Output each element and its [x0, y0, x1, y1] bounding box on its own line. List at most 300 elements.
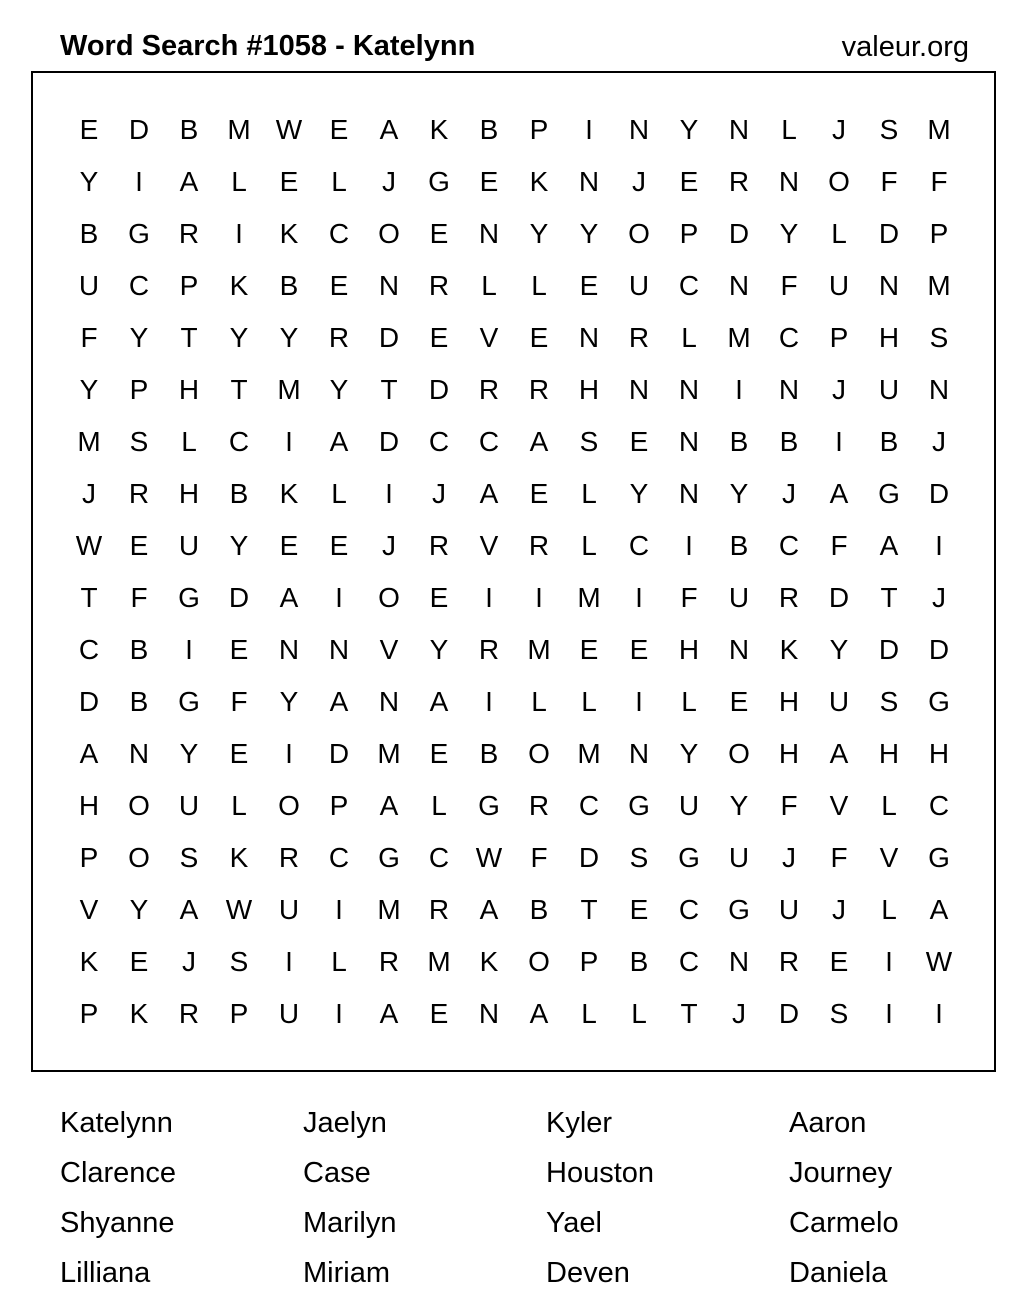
grid-cell[interactable]: C [928, 790, 950, 821]
grid-cell[interactable]: A [429, 686, 449, 717]
grid-cell[interactable]: T [680, 998, 698, 1029]
grid-cell[interactable]: V [79, 894, 99, 925]
grid-cell[interactable]: N [128, 738, 150, 769]
grid-cell[interactable]: R [178, 998, 200, 1029]
grid-cell[interactable]: I [885, 946, 893, 977]
grid-cell[interactable]: L [331, 166, 347, 197]
grid-cell[interactable]: J [782, 842, 796, 873]
grid-cell[interactable]: K [79, 946, 99, 977]
grid-cell[interactable]: Y [179, 738, 199, 769]
grid-cell[interactable]: N [928, 374, 950, 405]
grid-cell[interactable]: N [728, 270, 750, 301]
grid-cell[interactable]: T [580, 894, 598, 925]
grid-cell[interactable]: A [479, 478, 499, 509]
grid-cell[interactable]: F [130, 582, 148, 613]
grid-cell[interactable]: U [878, 374, 900, 405]
grid-cell[interactable]: N [628, 738, 650, 769]
grid-cell[interactable]: L [881, 790, 897, 821]
grid-cell[interactable]: N [678, 374, 700, 405]
grid-cell[interactable]: N [578, 166, 600, 197]
grid-cell[interactable]: E [79, 114, 99, 145]
grid-cell[interactable]: D [428, 374, 450, 405]
grid-cell[interactable]: B [629, 946, 649, 977]
grid-cell[interactable]: E [129, 530, 149, 561]
grid-cell[interactable]: W [75, 530, 103, 561]
grid-cell[interactable]: C [778, 530, 800, 561]
grid-cell[interactable]: H [178, 374, 200, 405]
grid-cell[interactable]: Y [679, 114, 699, 145]
grid-cell[interactable]: O [378, 218, 400, 249]
grid-cell[interactable]: A [829, 738, 849, 769]
grid-cell[interactable]: K [279, 478, 299, 509]
grid-cell[interactable]: I [535, 582, 543, 613]
grid-cell[interactable]: U [178, 530, 200, 561]
grid-cell[interactable]: D [128, 114, 150, 145]
grid-cell[interactable]: S [579, 426, 599, 457]
grid-cell[interactable]: G [178, 686, 200, 717]
grid-cell[interactable]: G [378, 842, 400, 873]
letter-grid[interactable] [64, 104, 964, 1040]
grid-cell[interactable]: W [275, 114, 303, 145]
grid-cell[interactable]: L [331, 478, 347, 509]
grid-cell[interactable]: L [831, 218, 847, 249]
grid-cell[interactable]: G [928, 686, 950, 717]
grid-cell[interactable]: J [182, 946, 196, 977]
grid-cell[interactable]: N [628, 114, 650, 145]
grid-cell[interactable]: B [279, 270, 299, 301]
grid-cell[interactable]: N [728, 634, 750, 665]
grid-cell[interactable]: E [629, 634, 649, 665]
grid-cell[interactable]: K [279, 218, 299, 249]
grid-cell[interactable]: P [929, 218, 949, 249]
grid-cell[interactable]: C [578, 790, 600, 821]
grid-cell[interactable]: C [678, 894, 700, 925]
grid-cell[interactable]: M [727, 322, 751, 353]
grid-cell[interactable]: I [285, 738, 293, 769]
grid-cell[interactable]: L [231, 790, 247, 821]
grid-cell[interactable]: U [728, 582, 750, 613]
grid-cell[interactable]: C [428, 842, 450, 873]
grid-cell[interactable]: L [431, 790, 447, 821]
grid-cell[interactable]: E [429, 322, 449, 353]
grid-cell[interactable]: E [629, 426, 649, 457]
grid-cell[interactable]: K [479, 946, 499, 977]
grid-cell[interactable]: U [178, 790, 200, 821]
grid-cell[interactable]: I [735, 374, 743, 405]
grid-cell[interactable]: N [278, 634, 300, 665]
grid-cell[interactable]: B [729, 426, 749, 457]
grid-cell[interactable]: N [478, 218, 500, 249]
grid-cell[interactable]: L [631, 998, 647, 1029]
grid-cell[interactable]: L [781, 114, 797, 145]
grid-cell[interactable]: I [635, 686, 643, 717]
grid-cell[interactable]: A [529, 998, 549, 1029]
grid-cell[interactable]: E [279, 530, 299, 561]
grid-cell[interactable]: S [229, 946, 249, 977]
grid-cell[interactable]: O [628, 218, 650, 249]
grid-cell[interactable]: G [878, 478, 900, 509]
grid-cell[interactable]: V [879, 842, 899, 873]
grid-cell[interactable]: J [832, 374, 846, 405]
grid-cell[interactable]: F [530, 842, 548, 873]
grid-cell[interactable]: B [729, 530, 749, 561]
grid-cell[interactable]: D [728, 218, 750, 249]
grid-cell[interactable]: P [829, 322, 849, 353]
grid-cell[interactable]: O [528, 946, 550, 977]
grid-cell[interactable]: E [679, 166, 699, 197]
grid-cell[interactable]: K [779, 634, 799, 665]
grid-cell[interactable]: F [780, 270, 798, 301]
grid-cell[interactable]: P [329, 790, 349, 821]
grid-cell[interactable]: Y [279, 322, 299, 353]
grid-cell[interactable]: C [78, 634, 100, 665]
grid-cell[interactable]: M [527, 634, 551, 665]
grid-cell[interactable]: D [878, 634, 900, 665]
grid-cell[interactable]: N [678, 426, 700, 457]
grid-cell[interactable]: U [778, 894, 800, 925]
grid-cell[interactable]: M [577, 738, 601, 769]
grid-cell[interactable]: U [278, 894, 300, 925]
grid-cell[interactable]: E [129, 946, 149, 977]
grid-cell[interactable]: Y [129, 894, 149, 925]
grid-cell[interactable]: H [678, 634, 700, 665]
grid-cell[interactable]: Y [329, 374, 349, 405]
grid-cell[interactable]: R [428, 530, 450, 561]
grid-cell[interactable]: D [878, 218, 900, 249]
grid-cell[interactable]: O [128, 790, 150, 821]
grid-cell[interactable]: S [879, 114, 899, 145]
grid-cell[interactable]: R [428, 894, 450, 925]
grid-cell[interactable]: Y [579, 218, 599, 249]
grid-cell[interactable]: R [528, 530, 550, 561]
grid-cell[interactable]: I [185, 634, 193, 665]
grid-cell[interactable]: F [80, 322, 98, 353]
grid-cell[interactable]: I [235, 218, 243, 249]
grid-cell[interactable]: E [429, 998, 449, 1029]
grid-cell[interactable]: H [578, 374, 600, 405]
grid-cell[interactable]: E [829, 946, 849, 977]
grid-cell[interactable]: K [129, 998, 149, 1029]
grid-cell[interactable]: F [880, 166, 898, 197]
grid-cell[interactable]: N [378, 686, 400, 717]
grid-cell[interactable]: H [178, 478, 200, 509]
grid-cell[interactable]: A [179, 894, 199, 925]
grid-cell[interactable]: I [335, 582, 343, 613]
grid-cell[interactable]: P [679, 218, 699, 249]
grid-cell[interactable]: V [479, 530, 499, 561]
grid-cell[interactable]: T [380, 374, 398, 405]
grid-cell[interactable]: R [628, 322, 650, 353]
grid-cell[interactable]: F [930, 166, 948, 197]
grid-cell[interactable]: R [178, 218, 200, 249]
grid-cell[interactable]: C [428, 426, 450, 457]
grid-cell[interactable]: E [729, 686, 749, 717]
grid-cell[interactable]: A [829, 478, 849, 509]
grid-cell[interactable]: L [881, 894, 897, 925]
grid-cell[interactable]: E [629, 894, 649, 925]
grid-cell[interactable]: B [779, 426, 799, 457]
grid-cell[interactable]: R [428, 270, 450, 301]
grid-cell[interactable]: E [429, 582, 449, 613]
grid-cell[interactable]: Y [779, 218, 799, 249]
grid-cell[interactable]: N [728, 946, 750, 977]
grid-cell[interactable]: L [531, 270, 547, 301]
grid-cell[interactable]: Y [229, 530, 249, 561]
grid-cell[interactable]: E [279, 166, 299, 197]
grid-cell[interactable]: I [635, 582, 643, 613]
grid-cell[interactable]: D [928, 634, 950, 665]
grid-cell[interactable]: G [928, 842, 950, 873]
grid-cell[interactable]: C [128, 270, 150, 301]
grid-cell[interactable]: L [481, 270, 497, 301]
grid-cell[interactable]: D [378, 426, 400, 457]
grid-cell[interactable]: C [478, 426, 500, 457]
grid-cell[interactable]: A [379, 790, 399, 821]
grid-cell[interactable]: Y [729, 790, 749, 821]
grid-cell[interactable]: B [479, 114, 499, 145]
grid-cell[interactable]: I [685, 530, 693, 561]
grid-cell[interactable]: A [529, 426, 549, 457]
grid-cell[interactable]: E [229, 738, 249, 769]
grid-cell[interactable]: R [528, 790, 550, 821]
grid-cell[interactable]: U [828, 270, 850, 301]
grid-cell[interactable]: M [427, 946, 451, 977]
grid-cell[interactable]: J [732, 998, 746, 1029]
grid-cell[interactable]: O [378, 582, 400, 613]
grid-cell[interactable]: K [229, 842, 249, 873]
grid-cell[interactable]: I [885, 998, 893, 1029]
grid-cell[interactable]: P [229, 998, 249, 1029]
grid-cell[interactable]: C [328, 842, 350, 873]
grid-cell[interactable]: G [728, 894, 750, 925]
grid-cell[interactable]: L [181, 426, 197, 457]
grid-cell[interactable]: O [528, 738, 550, 769]
grid-cell[interactable]: T [230, 374, 248, 405]
grid-cell[interactable]: R [528, 374, 550, 405]
grid-cell[interactable]: B [879, 426, 899, 457]
grid-cell[interactable]: J [782, 478, 796, 509]
grid-cell[interactable]: A [479, 894, 499, 925]
grid-cell[interactable]: I [935, 530, 943, 561]
grid-cell[interactable]: U [678, 790, 700, 821]
grid-cell[interactable]: H [78, 790, 100, 821]
grid-cell[interactable]: R [278, 842, 300, 873]
grid-cell[interactable]: D [328, 738, 350, 769]
grid-cell[interactable]: R [328, 322, 350, 353]
grid-cell[interactable]: I [835, 426, 843, 457]
grid-cell[interactable]: A [379, 114, 399, 145]
grid-cell[interactable]: N [628, 374, 650, 405]
grid-cell[interactable]: M [927, 114, 951, 145]
grid-cell[interactable]: J [832, 894, 846, 925]
grid-cell[interactable]: A [329, 426, 349, 457]
grid-cell[interactable]: T [180, 322, 198, 353]
grid-cell[interactable]: C [678, 946, 700, 977]
grid-cell[interactable]: R [778, 946, 800, 977]
grid-cell[interactable]: A [929, 894, 949, 925]
grid-cell[interactable]: E [429, 738, 449, 769]
grid-cell[interactable]: H [778, 686, 800, 717]
grid-cell[interactable]: W [225, 894, 253, 925]
grid-cell[interactable]: F [230, 686, 248, 717]
grid-cell[interactable]: D [578, 842, 600, 873]
grid-cell[interactable]: S [629, 842, 649, 873]
grid-cell[interactable]: O [728, 738, 750, 769]
grid-cell[interactable]: V [829, 790, 849, 821]
grid-cell[interactable]: L [581, 686, 597, 717]
grid-cell[interactable]: L [531, 686, 547, 717]
grid-cell[interactable]: M [277, 374, 301, 405]
grid-cell[interactable]: J [82, 478, 96, 509]
grid-cell[interactable]: Y [79, 374, 99, 405]
grid-cell[interactable]: P [129, 374, 149, 405]
grid-cell[interactable]: P [79, 842, 99, 873]
grid-cell[interactable]: U [728, 842, 750, 873]
grid-cell[interactable]: D [228, 582, 250, 613]
grid-cell[interactable]: E [329, 270, 349, 301]
grid-cell[interactable]: L [681, 686, 697, 717]
grid-cell[interactable]: U [278, 998, 300, 1029]
grid-cell[interactable]: H [878, 322, 900, 353]
grid-cell[interactable]: B [129, 634, 149, 665]
grid-cell[interactable]: R [478, 374, 500, 405]
grid-cell[interactable]: S [129, 426, 149, 457]
grid-cell[interactable]: F [830, 530, 848, 561]
grid-cell[interactable]: A [329, 686, 349, 717]
grid-cell[interactable]: L [681, 322, 697, 353]
grid-cell[interactable]: Y [729, 478, 749, 509]
grid-cell[interactable]: M [227, 114, 251, 145]
grid-cell[interactable]: U [628, 270, 650, 301]
grid-cell[interactable]: E [529, 322, 549, 353]
grid-cell[interactable]: G [178, 582, 200, 613]
grid-cell[interactable]: N [728, 114, 750, 145]
grid-cell[interactable]: I [585, 114, 593, 145]
grid-cell[interactable]: G [478, 790, 500, 821]
grid-cell[interactable]: W [925, 946, 953, 977]
grid-cell[interactable]: L [581, 478, 597, 509]
grid-cell[interactable]: R [478, 634, 500, 665]
grid-cell[interactable]: U [828, 686, 850, 717]
grid-cell[interactable]: E [329, 530, 349, 561]
grid-cell[interactable]: N [778, 374, 800, 405]
grid-cell[interactable]: P [579, 946, 599, 977]
grid-cell[interactable]: D [78, 686, 100, 717]
grid-cell[interactable]: I [135, 166, 143, 197]
grid-cell[interactable]: I [935, 998, 943, 1029]
grid-cell[interactable]: M [927, 270, 951, 301]
grid-cell[interactable]: B [129, 686, 149, 717]
grid-cell[interactable]: A [279, 582, 299, 613]
grid-cell[interactable]: G [428, 166, 450, 197]
grid-cell[interactable]: N [778, 166, 800, 197]
grid-cell[interactable]: R [128, 478, 150, 509]
grid-cell[interactable]: N [478, 998, 500, 1029]
grid-cell[interactable]: A [879, 530, 899, 561]
grid-cell[interactable]: I [485, 686, 493, 717]
grid-cell[interactable]: D [378, 322, 400, 353]
grid-cell[interactable]: R [728, 166, 750, 197]
grid-cell[interactable]: Y [529, 218, 549, 249]
grid-cell[interactable]: O [828, 166, 850, 197]
grid-cell[interactable]: D [828, 582, 850, 613]
grid-cell[interactable]: O [278, 790, 300, 821]
grid-cell[interactable]: O [128, 842, 150, 873]
grid-cell[interactable]: Y [829, 634, 849, 665]
grid-cell[interactable]: V [379, 634, 399, 665]
grid-cell[interactable]: Y [79, 166, 99, 197]
grid-cell[interactable]: I [335, 998, 343, 1029]
grid-cell[interactable]: J [932, 582, 946, 613]
grid-cell[interactable]: I [485, 582, 493, 613]
grid-cell[interactable]: E [429, 218, 449, 249]
grid-cell[interactable]: I [285, 426, 293, 457]
grid-cell[interactable]: L [581, 998, 597, 1029]
grid-cell[interactable]: C [778, 322, 800, 353]
grid-cell[interactable]: H [878, 738, 900, 769]
grid-cell[interactable]: N [678, 478, 700, 509]
grid-cell[interactable]: U [78, 270, 100, 301]
grid-cell[interactable]: V [479, 322, 499, 353]
grid-cell[interactable]: J [832, 114, 846, 145]
grid-cell[interactable]: M [377, 894, 401, 925]
grid-cell[interactable]: K [429, 114, 449, 145]
grid-cell[interactable]: E [529, 478, 549, 509]
grid-cell[interactable]: M [77, 426, 101, 457]
grid-cell[interactable]: J [932, 426, 946, 457]
grid-cell[interactable]: J [632, 166, 646, 197]
grid-cell[interactable]: J [432, 478, 446, 509]
grid-cell[interactable]: A [179, 166, 199, 197]
grid-cell[interactable]: F [680, 582, 698, 613]
grid-cell[interactable]: C [628, 530, 650, 561]
grid-cell[interactable]: P [179, 270, 199, 301]
grid-cell[interactable]: W [475, 842, 503, 873]
grid-cell[interactable]: S [179, 842, 199, 873]
grid-cell[interactable]: K [529, 166, 549, 197]
grid-cell[interactable]: G [678, 842, 700, 873]
grid-cell[interactable]: M [377, 738, 401, 769]
grid-cell[interactable]: R [778, 582, 800, 613]
grid-cell[interactable]: I [285, 946, 293, 977]
grid-cell[interactable]: C [678, 270, 700, 301]
grid-cell[interactable]: F [830, 842, 848, 873]
grid-cell[interactable]: E [579, 270, 599, 301]
grid-cell[interactable]: S [879, 686, 899, 717]
grid-cell[interactable]: J [382, 530, 396, 561]
grid-cell[interactable]: L [581, 530, 597, 561]
grid-cell[interactable]: H [928, 738, 950, 769]
grid-cell[interactable]: L [331, 946, 347, 977]
grid-cell[interactable]: B [479, 738, 499, 769]
grid-cell[interactable]: T [80, 582, 98, 613]
grid-cell[interactable]: G [628, 790, 650, 821]
grid-cell[interactable]: A [79, 738, 99, 769]
grid-cell[interactable]: Y [629, 478, 649, 509]
grid-cell[interactable]: N [378, 270, 400, 301]
grid-cell[interactable]: Y [429, 634, 449, 665]
grid-cell[interactable]: C [328, 218, 350, 249]
grid-cell[interactable]: D [928, 478, 950, 509]
grid-cell[interactable]: T [880, 582, 898, 613]
grid-cell[interactable]: K [229, 270, 249, 301]
grid-cell[interactable]: Y [279, 686, 299, 717]
grid-cell[interactable]: S [929, 322, 949, 353]
grid-cell[interactable]: N [878, 270, 900, 301]
grid-cell[interactable]: A [379, 998, 399, 1029]
grid-cell[interactable]: P [529, 114, 549, 145]
grid-cell[interactable]: D [778, 998, 800, 1029]
